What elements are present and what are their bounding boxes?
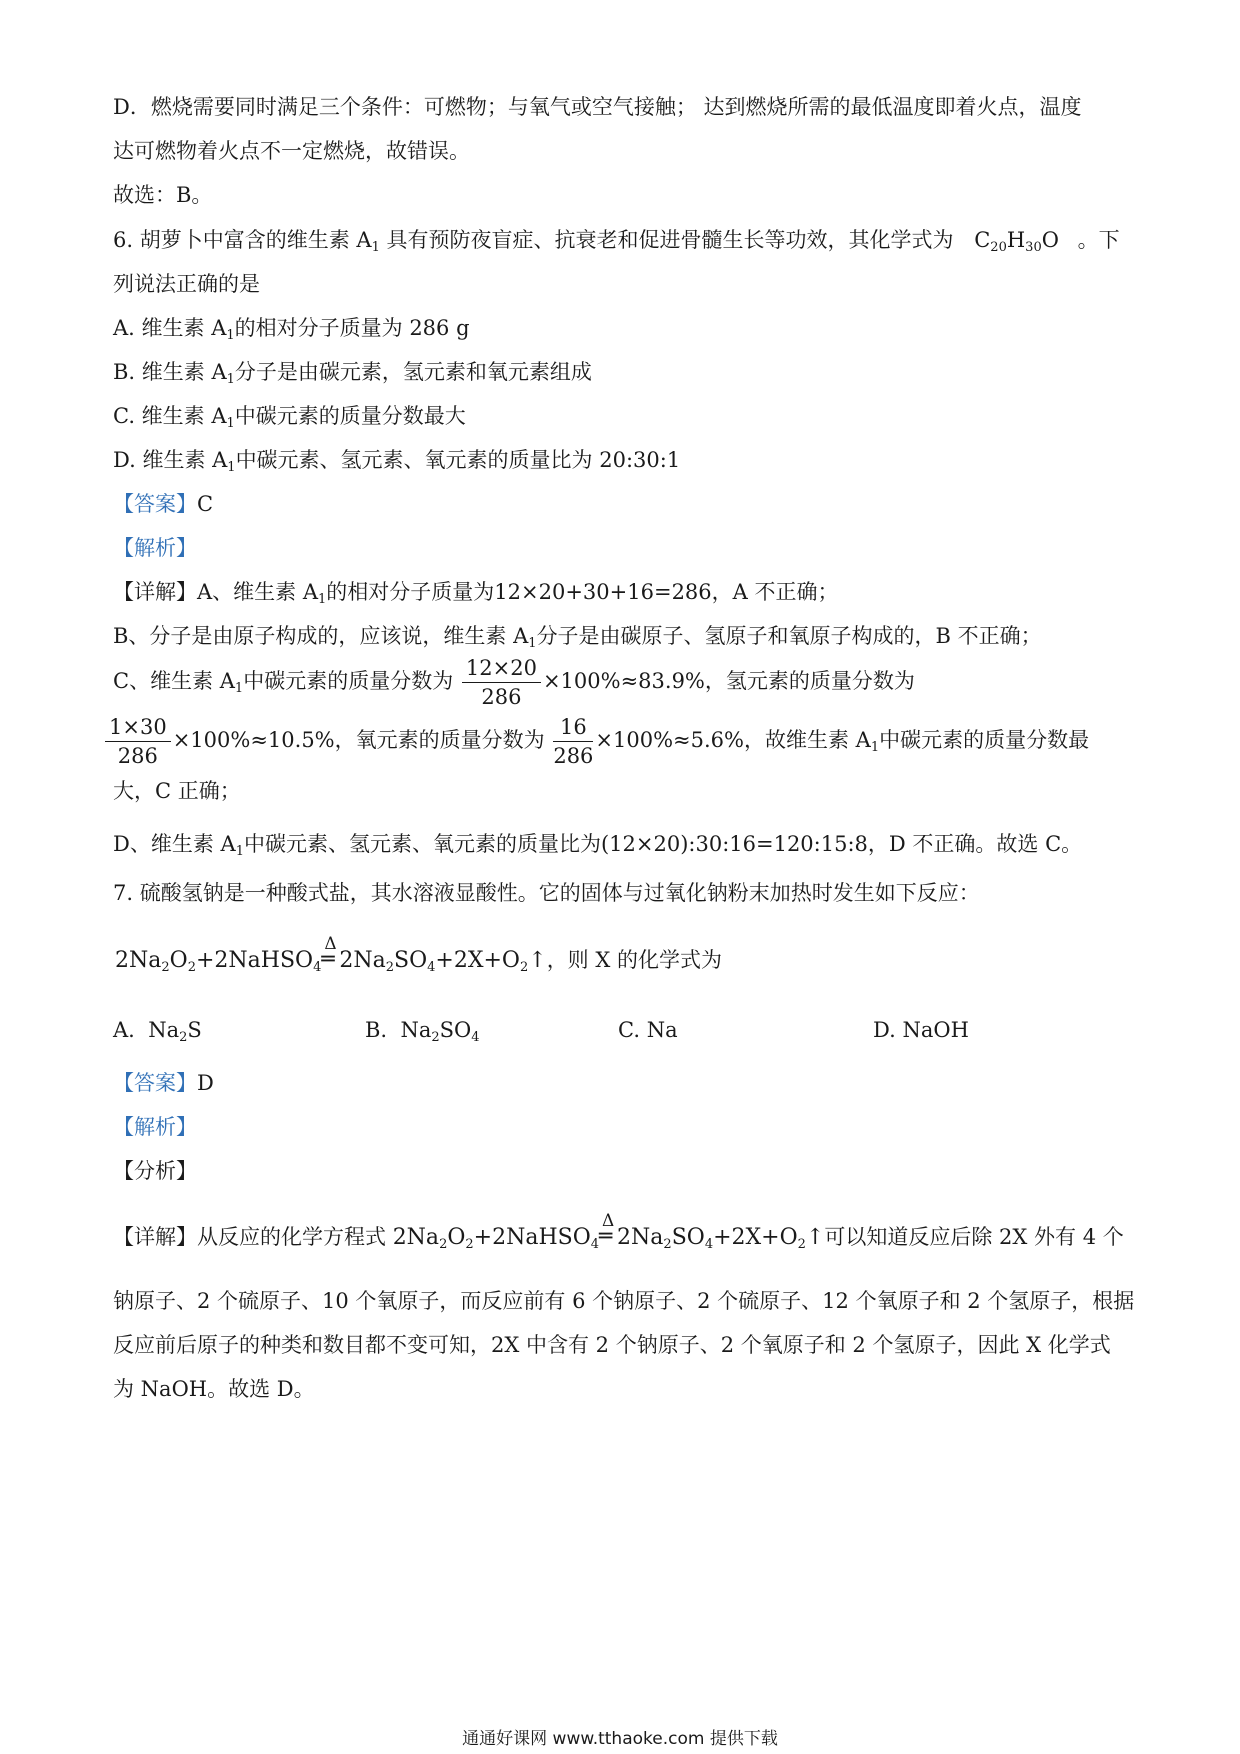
answer-6: [113, 489, 213, 519]
option-d: D. 维生素 $A_1$中碳元素、氢元素、氧元素的质量比为 20:30:1: [113, 448, 681, 475]
q7-option-c: C. Na: [618, 1018, 678, 1042]
detail-7-line-1: 【详解】从反应的化学方程式 $2Na_2O_2+2NaHSO_4$ Δ ═ $2Na_2SO_4+2X+O_2↑$可以知道反应后除 2X 外有 4 个: [113, 1211, 1124, 1252]
analysis-6-tag: 【解析】: [113, 536, 197, 560]
detail-line-5: 大，C 正确；: [113, 779, 241, 803]
heat-arrow: Δ ═: [321, 934, 337, 972]
detail-7-line-4: 为 NaOH。故选 D。: [113, 1377, 315, 1401]
detail-line-4: $\frac{1\times 30}{286}$ ×100%≈10.5%，氧元素的质量分数为 $\frac{16}{286}$ ×100%≈5.6%，故维生素 $A_1$中碳元素的质量分数最: [103, 710, 1089, 770]
detail-line-6: D、维生素 $A_1$中碳元素、氢元素、氧元素的质量比为(12×20):30:16=120:15:8，D 不正确。故选 C。: [113, 832, 1083, 859]
text-line: [113, 180, 212, 210]
text: 。下: [1077, 228, 1120, 252]
fraction: $\frac{12\times 20}{286}$: [462, 654, 541, 711]
answer-value: C: [197, 492, 214, 516]
detail-7-line-3: 反应前后原子的种类和数目都不变可知，2X 中含有 2 个钠原子、2 个氧原子和 2 个氢原子，因此 X 化学式: [113, 1333, 1111, 1357]
answer-tag: 【答案】: [113, 492, 197, 516]
detail-line-3: C、维生素 $A_1$中碳元素的质量分数为 $\frac{12\times 20}{286}$ ×100%≈83.9%，氢元素的质量分数为: [113, 656, 915, 709]
text: 达可燃物着火点不一定燃烧，故错误。: [113, 139, 470, 163]
text-line: [113, 269, 260, 299]
text: 具有预防夜盲症、抗衰老和促进骨髓生长等功效，其化学式为: [386, 228, 954, 252]
fraction: $\frac{16}{286}$: [553, 715, 594, 768]
detail-7-line-2: 钠原子、2 个硫原子、10 个氧原子，而反应前有 6 个钠原子、2 个硫原子、12 个氧原子和 2 个氢原子，根据: [113, 1289, 1135, 1313]
reaction-equation-inline: $2Na_2O_2+2NaHSO_4$ Δ ═ $2Na_2SO_4+2X+O_2↑$: [392, 1211, 825, 1252]
detail-line-1: 【详解】A、维生素 $A_1$的相对分子质量为12×20+30+16=286，A 不正确；: [113, 580, 839, 607]
fraction: $\frac{1\times 30}{286}$: [105, 713, 171, 770]
detail-line-2: B、分子是由原子构成的，应该说，维生素 $A_1$分子是由碳原子、氢原子和氧原子构成的，B 不正确；: [113, 624, 1042, 651]
analysis-7-tag: 【解析】: [113, 1115, 197, 1139]
text-line: [113, 136, 470, 166]
question-7-line: 7. 硫酸氢钠是一种酸式盐，其水溶液显酸性。它的固体与过氧化钠粉末加热时发生如下反应：: [113, 881, 980, 905]
subscript: 1: [371, 240, 380, 255]
page-footer: 通通好课网 www.tthaoke.com 提供下载: [462, 1729, 778, 1749]
reaction-equation: $2Na_2O_2+2NaHSO_4$ Δ ═ $2Na_2SO_4+2X+O_2↑$，则 X 的化学式为: [115, 934, 722, 975]
answer-7: 【答案】D: [113, 1071, 214, 1095]
option-a: A. 维生素 $A_1$的相对分子质量为 286 g: [113, 316, 470, 343]
question-6-line: [113, 225, 1120, 255]
option-b: B. 维生素 $A_1$分子是由碳元素，氢元素和氧元素组成: [113, 360, 592, 387]
heat-arrow: Δ ═: [599, 1211, 615, 1249]
q7-option-d: D. NaOH: [873, 1018, 969, 1042]
option-c: C. 维生素 $A_1$中碳元素的质量分数最大: [113, 404, 466, 431]
text-line: [113, 92, 1082, 122]
formula-c20h30o: $C_{20}H_{30}O$: [974, 228, 1059, 255]
fenxi-tag: 【分析】: [113, 1159, 197, 1183]
text: 列说法正确的是: [113, 272, 260, 296]
text: 6. 胡萝卜中富含的维生素 A: [113, 228, 372, 252]
q7-option-b: B. $Na_2SO_4$: [365, 1018, 480, 1045]
q7-option-a: A. $Na_2S$: [113, 1018, 202, 1045]
text: 故选：B。: [113, 183, 213, 207]
text: D．燃烧需要同时满足三个条件：可燃物；与氧气或空气接触； 达到燃烧所需的最低温度即着火点，温度: [113, 95, 1082, 119]
